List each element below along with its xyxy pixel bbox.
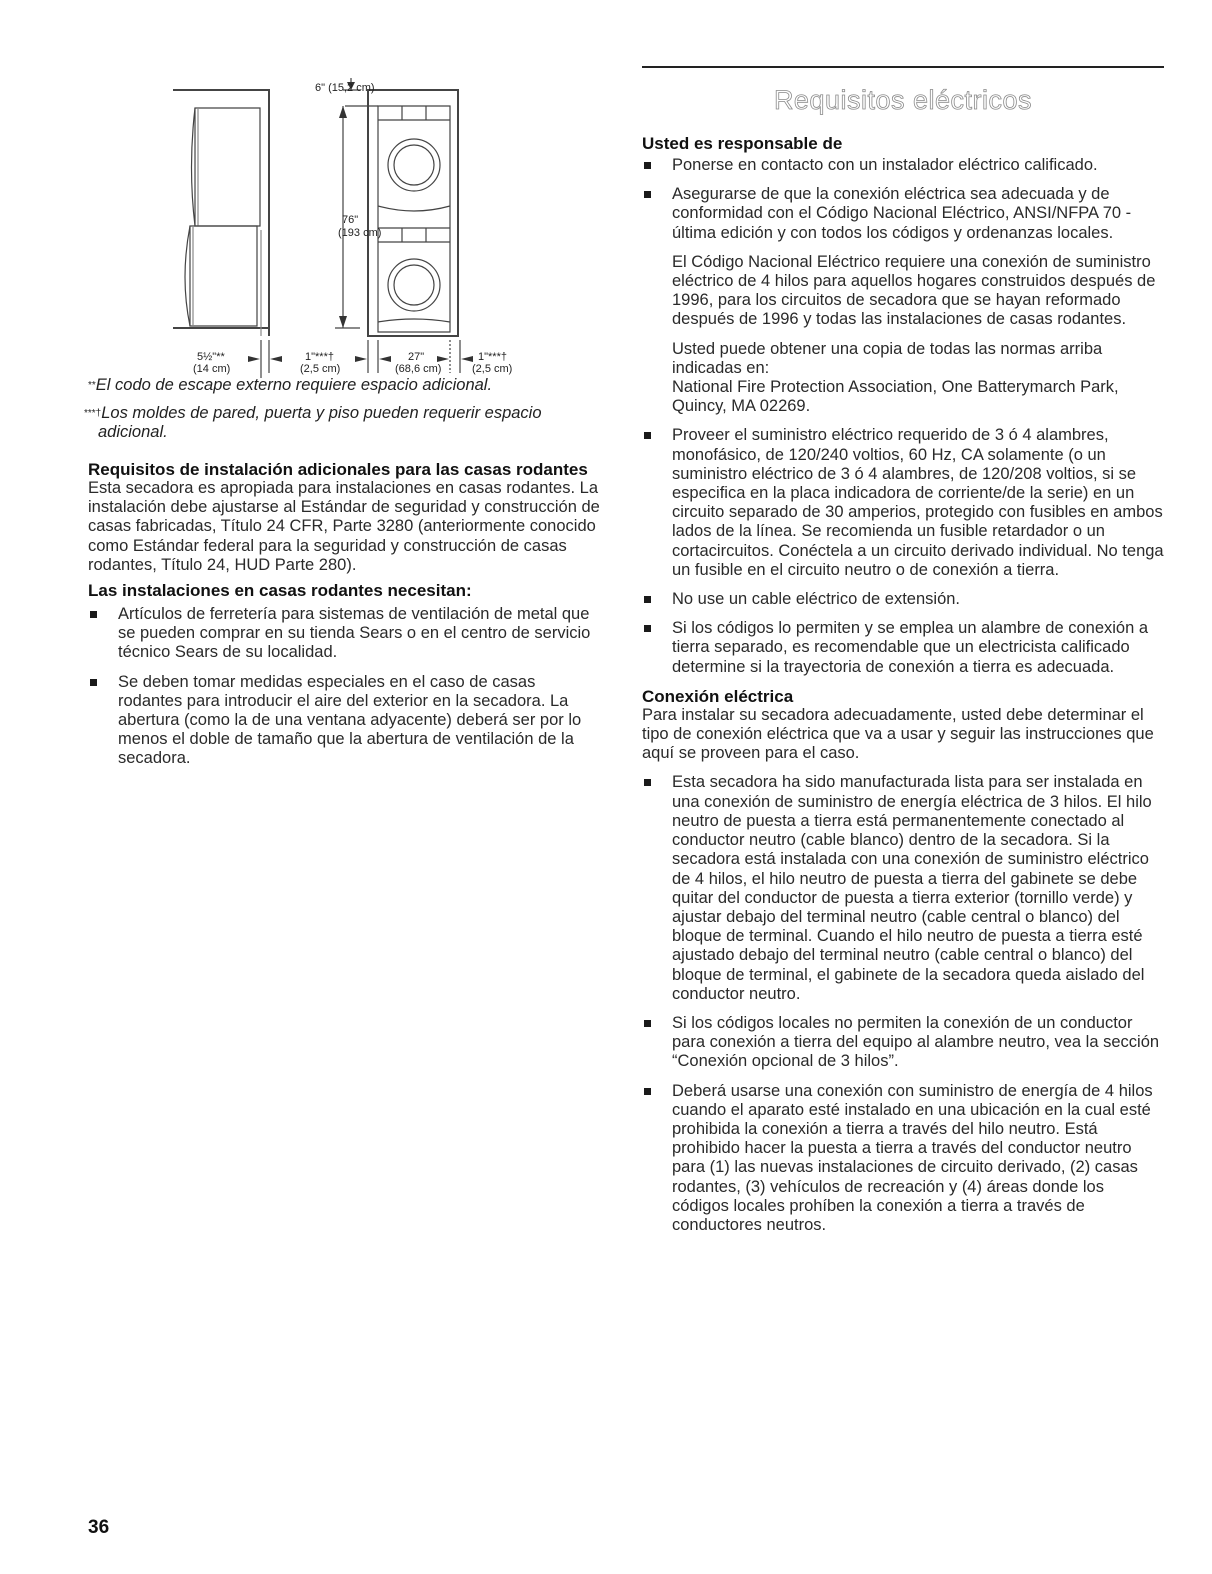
section-title: Requisitos eléctricos xyxy=(773,85,1033,115)
mobile-home-heading: Requisitos de instalación adicionales para las casas rodantes xyxy=(88,460,588,479)
electrical-connection-body: Para instalar su secadora adecuadamente, usted debe determinar el tipo de conexión eléctrica que va a usar y seguir las instrucciones que aquí se proveen para el caso. xyxy=(642,705,1154,763)
electrical-requirements-section xyxy=(642,134,1164,1245)
footnote-exhaust-elbow xyxy=(88,376,492,395)
right-gap-label: 1"***† xyxy=(478,351,507,363)
width-label: 27" xyxy=(408,351,425,363)
bullet-square-icon xyxy=(644,596,651,603)
footnote-moldings xyxy=(84,404,542,442)
bullet-square-icon xyxy=(644,432,651,439)
list-item: Deberá usarse una conexión con suministro de energía de 4 hilos cuando el aparato esté instalado en una ubicación en la cual esté prohibida la conexión a tierra a través del hilo neutro. Está prohibido hacer la puesta a tierra a través del conductor neutro para (1) las nuevas instalaciones de circuito derivado, (2) casas rodantes, (3) vehículos de recreación y (4) áreas donde los códigos locales prohíben la conexión a tierra a través de conductores neutros. xyxy=(642,1082,1164,1236)
footnote-text: Los moldes de pared, puerta y piso pueden requerir espacio xyxy=(101,404,542,422)
left-gap-label: 1"***† xyxy=(305,351,334,363)
list-item: Proveer el suministro eléctrico requerido de 3 ó 4 alambres, monofásico, de 120/240 voltios, 60 Hz, CA solamente (o un suministro eléctrico de 3 ó 4 alambres, de 120/208 voltios, si se especifica en la placa indicadora de corriente/de la serie) en un circuito separado de 30 amperios, protegido con fusibles en ambos lados de la línea. Se recomienda un fusible retardador o un cortacircuitos. Conéctela a un circuito derivado individual. No tenga un fusible en el circuito neutro o de conexión a tierra. xyxy=(642,426,1164,580)
list-item: No use un cable eléctrico de extensión. xyxy=(642,590,1164,609)
footnote-continuation: adicional. xyxy=(98,423,168,441)
footnote-text: El codo de escape externo requiere espacio adicional. xyxy=(95,376,493,394)
section-divider xyxy=(642,66,1164,68)
top-clearance-label: 6" (15,2 cm) xyxy=(315,82,375,94)
list-item: Ponerse en contacto con un instalador eléctrico calificado. xyxy=(642,156,1164,175)
bullet-square-icon xyxy=(90,679,97,686)
mobile-home-body: Esta secadora es apropiada para instalaciones en casas rodantes. La instalación debe ajustarse al Estándar de seguridad y construcción de casas fabricadas, Título 24 CFR, Parte 3280 (anteriormente conocido como Estándar federal para la seguridad y construcción de casas rodantes, Título 24, HUD Parte 280). xyxy=(88,479,600,574)
electrical-connection-list xyxy=(642,773,1164,1235)
list-item: Si los códigos lo permiten y se emplea un alambre de conexión a tierra separado, es recomendable que un electricista calificado determine si la trayectoria de conexión a tierra es adecuada. xyxy=(642,619,1164,677)
list-item: Asegurarse de que la conexión eléctrica sea adecuada y de conformidad con el Código Nacional Eléctrico, ANSI/NFPA 70 - última edición y con todos los códigos y ordenanzas locales. El Código Nacional Eléctrico requiere una conexión de suministro eléctrico de 4 hilos para aquellos hogares construidos después de 1996, para los circuitos de secadora que se hayan reformado después de 1996 y todas las instalaciones de casas rodantes. Usted puede obtener una copia de todas las normas arriba indicadas en: National Fire Protection Association, One Batterymarch Park, Quincy, MA 02269. xyxy=(642,185,1164,416)
list-item: Se deben tomar medidas especiales en el caso de casas rodantes para introducir el aire del exterior en la secadora. La abertura (como la de una ventana adyacente) deberá ser por lo menos el doble de tamaño que la abertura de ventilación de la secadora. xyxy=(88,673,602,769)
width-metric: (68,6 cm) xyxy=(395,363,442,375)
footnote-mark: ***† xyxy=(84,408,102,419)
nec-four-wire-note: El Código Nacional Eléctrico requiere una conexión de suministro eléctrico de 4 hilos para aquellos hogares construidos después de 1996, para los circuitos de secadora que se hayan reformado después de 1996 y todas las instalaciones de casas rodantes. xyxy=(672,252,1156,329)
bullet-square-icon xyxy=(90,611,97,618)
right-gap-metric: (2,5 cm) xyxy=(472,363,513,375)
height-cm-label: (193 cm) xyxy=(338,227,382,239)
bullet-square-icon xyxy=(644,162,651,169)
list-item: Esta secadora ha sido manufacturada lista para ser instalada en una conexión de suministro de energía eléctrica de 3 hilos. El hilo neutro de puesta a tierra está permanentemente conectado al conductor neutro (cable blanco) dentro de la secadora. Si la secadora está instalada con una conexión de suministro eléctrico de 4 hilos, el hilo neutro de puesta a tierra del gabinete se debe quitar del conductor de puesta a tierra exterior (tornillo verde) y ajustar debajo del terminal neutro (cable central o blanco) del bloque de terminal. Cuando el hilo neutro de puesta a tierra esté ajustado debajo del terminal neutro (cable central o blanco) del bloque de terminal, el gabinete de la secadora queda aislado del conductor neutro. xyxy=(642,773,1164,1003)
bullet-square-icon xyxy=(644,1020,651,1027)
bullet-square-icon xyxy=(644,779,651,786)
nfpa-address: National Fire Protection Association, One Batterymarch Park, Quincy, MA 02269. xyxy=(672,378,1119,416)
mobile-home-needs-list xyxy=(88,605,602,769)
mobile-home-section xyxy=(88,460,602,779)
side-clearance-label: 5½"** xyxy=(197,351,225,363)
left-gap-metric: (2,5 cm) xyxy=(300,363,341,375)
side-clearance-metric: (14 cm) xyxy=(193,363,231,375)
electrical-connection-heading: Conexión eléctrica xyxy=(642,686,794,706)
bullet-square-icon xyxy=(644,625,651,632)
list-item: Si los códigos locales no permiten la conexión de un conductor para conexión a tierra del equipo al alambre neutro, vea la sección “Conexión opcional de 3 hilos”. xyxy=(642,1014,1164,1072)
mobile-home-needs-heading: Las instalaciones en casas rodantes necesitan: xyxy=(88,581,472,601)
copy-of-standards-note: Usted puede obtener una copia de todas las normas arriba indicadas en: National Fire Protection Association, One Batterymarch Park, Quincy, MA 02269. xyxy=(672,339,1119,416)
bullet-square-icon xyxy=(644,191,651,198)
stacked-closet-clearance-diagram xyxy=(160,78,520,378)
list-item: Artículos de ferretería para sistemas de ventilación de metal que se pueden comprar en su tienda Sears o en el centro de servicio técnico Sears de su localidad. xyxy=(88,605,602,663)
footnote-mark: ** xyxy=(88,380,96,391)
responsible-list xyxy=(642,156,1164,677)
height-inches-label: 76" xyxy=(342,214,359,226)
bullet-square-icon xyxy=(644,1088,651,1095)
responsible-heading: Usted es responsable de xyxy=(642,134,843,153)
page-number: 36 xyxy=(88,1517,110,1538)
